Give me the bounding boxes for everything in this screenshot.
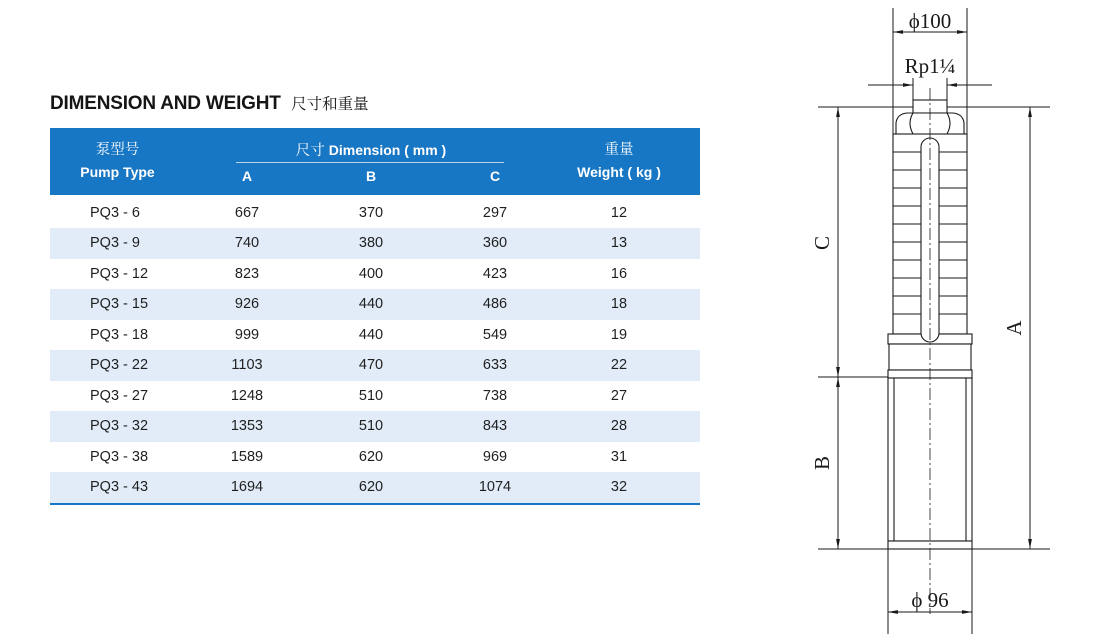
cell-dimension-b: 510 <box>358 387 384 404</box>
header-col-b: B <box>365 168 377 184</box>
cell-weight: 19 <box>610 326 628 343</box>
header-pump-type <box>50 128 185 195</box>
cell-pump-type: PQ3 - 15 <box>90 296 149 313</box>
cell-weight: 22 <box>610 357 628 374</box>
cell-weight: 12 <box>610 204 628 221</box>
table-row <box>50 289 700 320</box>
pump-dimension-drawing <box>790 0 1080 637</box>
table-row <box>50 472 700 503</box>
outlet-thread-label: Rp1¼ <box>904 54 956 78</box>
cell-dimension-c: 738 <box>482 387 508 404</box>
cell-pump-type: PQ3 - 18 <box>90 326 149 343</box>
table-row <box>50 411 700 442</box>
cell-dimension-c: 1074 <box>478 479 512 496</box>
cell-dimension-b: 440 <box>358 326 384 343</box>
table-row <box>50 350 700 381</box>
header-pump-type-cn: 泵型号 <box>95 142 140 158</box>
cell-dimension-c: 843 <box>482 418 508 435</box>
cell-pump-type: PQ3 - 22 <box>90 357 149 374</box>
dimension-weight-table <box>50 128 700 505</box>
cell-pump-type: PQ3 - 43 <box>90 479 149 496</box>
cell-weight: 28 <box>610 418 628 435</box>
section-title-cn: 尺寸和重量 <box>291 96 369 113</box>
section-title-en: DIMENSION AND WEIGHT <box>50 93 281 114</box>
cell-dimension-b: 510 <box>358 418 384 435</box>
table-row <box>50 320 700 351</box>
cell-dimension-b: 400 <box>358 265 384 282</box>
cell-dimension-a: 1353 <box>230 418 264 435</box>
cell-dimension-c: 297 <box>482 204 508 221</box>
cell-dimension-c: 486 <box>482 296 508 313</box>
cell-dimension-a: 926 <box>234 296 260 313</box>
motor-diameter-label: ϕ 96 <box>911 588 949 612</box>
cell-dimension-b: 380 <box>358 235 384 252</box>
header-dimension <box>185 128 557 195</box>
header-col-c: C <box>489 168 501 184</box>
header-weight <box>557 128 681 195</box>
cell-dimension-a: 999 <box>234 326 260 343</box>
cell-dimension-a: 667 <box>234 204 260 221</box>
cell-dimension-c: 969 <box>482 448 508 465</box>
pump-diameter-label: ϕ100 <box>908 9 952 33</box>
header-weight-cn: 重量 <box>604 142 634 158</box>
cell-weight: 13 <box>610 235 628 252</box>
table-row <box>50 198 700 229</box>
table-row <box>50 381 700 412</box>
header-dimension-divider <box>236 162 504 163</box>
table-row <box>50 228 700 259</box>
cell-dimension-a: 1103 <box>231 357 263 374</box>
table-row <box>50 442 700 473</box>
cell-dimension-b: 370 <box>358 204 384 221</box>
cell-dimension-c: 633 <box>482 357 508 374</box>
cell-dimension-a: 740 <box>234 235 260 252</box>
cell-dimension-c: 360 <box>482 235 508 252</box>
cell-dimension-b: 620 <box>358 448 384 465</box>
cell-dimension-b: 620 <box>358 479 384 496</box>
header-pump-type-en: Pump Type <box>80 164 155 180</box>
cell-pump-type: PQ3 - 9 <box>90 235 140 252</box>
cell-dimension-a: 823 <box>234 265 260 282</box>
cell-dimension-b: 440 <box>358 296 384 313</box>
cell-dimension-a: 1589 <box>230 448 264 465</box>
section-title <box>50 93 369 115</box>
dimension-b-label: B <box>810 455 834 471</box>
cell-pump-type: PQ3 - 32 <box>90 418 149 435</box>
table-header <box>50 128 700 195</box>
cell-dimension-b: 470 <box>358 357 384 374</box>
table-body <box>50 198 700 505</box>
header-dimension-title <box>185 140 557 161</box>
cell-pump-type: PQ3 - 6 <box>90 204 140 221</box>
header-col-a: A <box>241 168 253 184</box>
cell-pump-type: PQ3 - 12 <box>90 265 149 282</box>
cell-weight: 16 <box>610 265 628 282</box>
dimension-c-label: C <box>810 235 834 251</box>
cell-dimension-c: 423 <box>482 265 508 282</box>
header-dimension-en: Dimension ( mm ) <box>328 142 447 158</box>
cell-weight: 32 <box>610 479 628 496</box>
cell-weight: 27 <box>610 387 628 404</box>
cell-dimension-c: 549 <box>482 326 508 343</box>
table-row <box>50 259 700 290</box>
cell-weight: 18 <box>610 296 628 313</box>
cell-pump-type: PQ3 - 27 <box>90 387 149 404</box>
header-dimension-cn: 尺寸 <box>295 143 325 159</box>
cell-dimension-a: 1248 <box>230 387 264 404</box>
header-weight-en: Weight ( kg ) <box>577 164 661 180</box>
cell-pump-type: PQ3 - 38 <box>90 448 149 465</box>
cell-weight: 31 <box>610 448 628 465</box>
dimension-a-label: A <box>1002 320 1026 336</box>
cell-dimension-a: 1694 <box>230 479 264 496</box>
